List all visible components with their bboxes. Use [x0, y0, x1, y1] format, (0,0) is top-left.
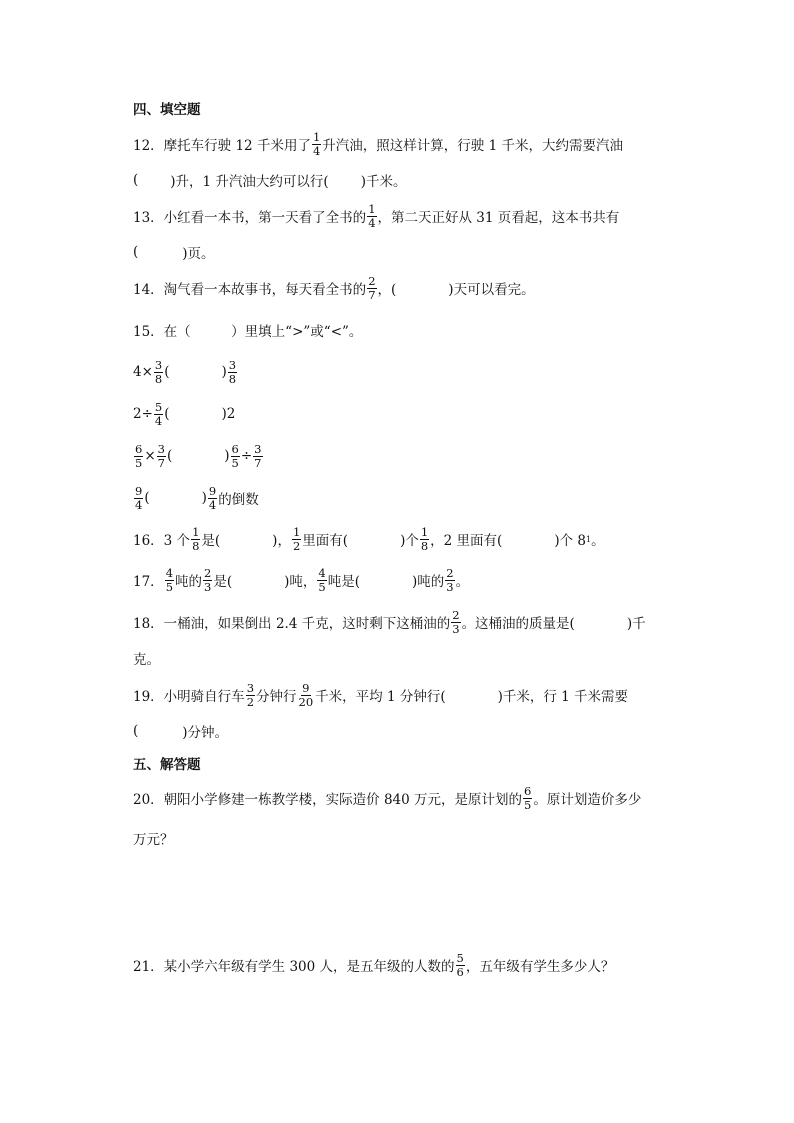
question-19-line-1: 19．小明骑自行车 3 2 分钟行 9 20 千米，平均 1 分钟行( )千米，行 1 千米需要: [133, 680, 629, 709]
question-13-line-2: ( )页。: [133, 244, 215, 262]
section-fill-title: 四、填空题: [133, 102, 201, 118]
question-20-line-1: 20．朝阳小学修建一栋教学楼，实际造价 840 万元，是原计划的 6 5 。原计划造价多少: [133, 783, 642, 812]
question-15-row-4: 9 4 ( ) 9 4 的倒数: [135, 483, 259, 512]
q12-fraction: 1 4: [312, 129, 321, 158]
section-solve-heading: [133, 746, 201, 780]
question-13-line-1: 13．小红看一本书，第一天看了全书的 1 4 ，第二天正好从 31 页看起，这本书共有: [133, 201, 620, 230]
q12-text-b: 升汽油，照这样计算，行驶 1 千米，大约需要汽油: [322, 138, 623, 154]
section-fill-heading: [133, 91, 201, 125]
q14-fraction: 2 7: [368, 273, 376, 302]
q13-fraction: 1 4: [368, 201, 376, 230]
question-20-line-2: 万元？: [133, 832, 174, 848]
question-15-title: 15．在（ ）里填上“>”或“<”。: [133, 324, 363, 340]
question-12-line-1: [133, 127, 623, 161]
section-solve-title: 五、解答题: [133, 757, 201, 773]
question-18-line-1: 18．一桶油，如果倒出 2.4 千克，这时剩下这桶油的 2 3 。这桶油的质量是( )千: [133, 607, 646, 636]
question-17: 17． 4 5 吨的 2 3 是( )吨， 4 5 吨是( )吨的 2 3 。: [133, 565, 470, 594]
question-19-line-2: ( )分钟。: [133, 723, 229, 741]
question-12-line-2: ( )升，1 升汽油大约可以行( )千米。: [133, 172, 407, 190]
q12-text-a: 12．摩托车行驶 12 千米用了: [133, 138, 311, 154]
question-21: 21．某小学六年级有学生 300 人，是五年级的人数的 5 6 ，五年级有学生多少人？: [133, 950, 615, 979]
question-16: 16．3 个 1 8 是( )， 1 2 里面有( )个 1 8 ，2 里面有( )个 8 1 。: [133, 524, 605, 553]
question-15-row-1: 4× $\frac{3}{8}$ ( ) 3 8: [133, 357, 237, 386]
question-18-line-2: 克。: [133, 652, 160, 668]
question-15-row-2: 2÷ $\frac{5}{4}$ ( )2: [133, 399, 236, 428]
question-15-row-3: $\frac{6}{5}$ × $\frac{3}{7}$ ( ) $\frac{6}{5}$ ÷ $\frac{3}{7}$: [135, 441, 262, 470]
question-14: 14．淘气看一本故事书，每天看全书的 2 7 ，( )天可以看完。: [133, 273, 535, 302]
